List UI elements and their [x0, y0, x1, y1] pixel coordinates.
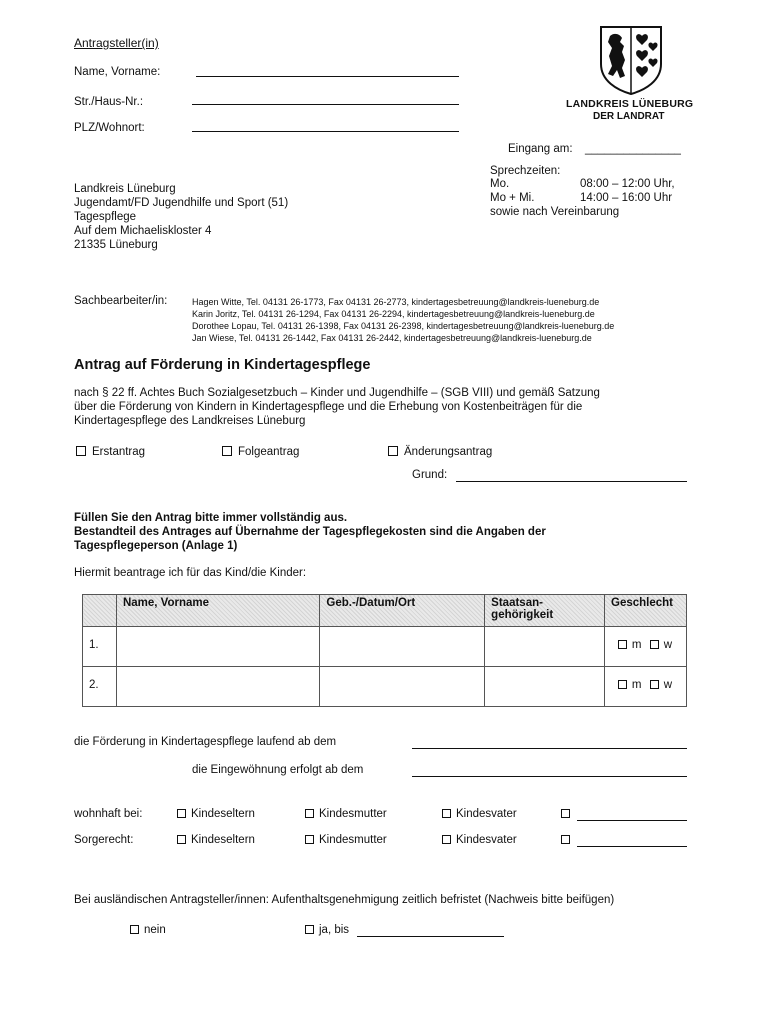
notice-line3: Tagespflegeperson (Anlage 1) — [74, 540, 238, 552]
settling-field[interactable] — [412, 776, 687, 777]
page-title: Antrag auf Förderung in Kindertagespflege — [74, 357, 371, 373]
checkbox-icon[interactable] — [222, 446, 232, 456]
checkbox-icon[interactable] — [130, 925, 139, 934]
notice-line1: Füllen Sie den Antrag bitte immer vollständig aus. — [74, 512, 348, 524]
legal-line2: über die Förderung von Kindern in Kindertagespflege und die Erhebung von Kostenbeiträgen für die — [74, 401, 583, 413]
checkbox-icon[interactable] — [618, 680, 627, 689]
settling-label: die Eingewöhnung erfolgt ab dem — [192, 764, 364, 776]
checkbox-icon[interactable] — [561, 809, 570, 818]
applicant-heading: Antragsteller(in) — [74, 36, 159, 50]
followup-application-option[interactable] — [222, 446, 299, 458]
table-row — [83, 627, 687, 667]
foreign-no-label: nein — [144, 924, 166, 936]
clerk-line: Hagen Witte, Tel. 04131 26-1773, Fax 04131 26-2773, kindertagesbetreuung@landkreis-lueneburg.de — [192, 297, 600, 307]
gender-w-label: w — [663, 679, 672, 691]
custody-option-other[interactable] — [561, 834, 575, 846]
residence-label: wohnhaft bei: — [74, 808, 143, 820]
table-row — [83, 667, 687, 707]
clerk-line: Karin Joritz, Tel. 04131 26-1294, Fax 04131 26-2294, kindertagesbetreuung@landkreis-lueneburg.de — [192, 309, 595, 319]
logo-line1: LANDKREIS LÜNEBURG — [566, 98, 694, 110]
gender-m-label: m — [631, 639, 642, 651]
intake-field[interactable]: _______________ — [585, 143, 681, 155]
checkbox-icon[interactable] — [305, 925, 314, 934]
reason-field[interactable] — [456, 481, 687, 482]
row-number: 1. — [83, 627, 117, 667]
residence-mother-label: Kindesmutter — [319, 808, 387, 820]
table-header-number — [83, 595, 117, 627]
table-header-nationality — [485, 595, 605, 627]
followup-application-label: Folgeantrag — [238, 446, 300, 458]
child-name-cell[interactable] — [116, 667, 319, 707]
checkbox-icon[interactable] — [177, 835, 186, 844]
custody-option-mother[interactable] — [305, 834, 387, 846]
intake-label: Eingang am: — [508, 143, 573, 155]
children-table — [82, 594, 687, 707]
foreign-option-yes[interactable] — [305, 924, 349, 936]
legal-line1: nach § 22 ff. Achtes Buch Sozialgesetzbuch – Kinder und Jugendhilfe – (SGB VIII) und gemäß Satzung — [74, 387, 600, 399]
address-line3: Tagespflege — [74, 211, 137, 223]
residence-option-other[interactable] — [561, 808, 575, 820]
office-hours-note: sowie nach Vereinbarung — [490, 206, 620, 218]
checkbox-icon[interactable] — [650, 680, 659, 689]
office-hours-time2: 14:00 – 16:00 Uhr — [580, 192, 673, 204]
checkbox-icon[interactable] — [618, 640, 627, 649]
first-application-option[interactable] — [76, 446, 145, 458]
clerks-label: Sachbearbeiter/in: — [74, 295, 168, 307]
custody-option-parents[interactable] — [177, 834, 255, 846]
child-gender-cell — [605, 627, 687, 667]
checkbox-icon[interactable] — [305, 809, 314, 818]
residence-option-parents[interactable] — [177, 808, 255, 820]
residence-option-father[interactable] — [442, 808, 517, 820]
checkbox-icon[interactable] — [561, 835, 570, 844]
address-line5: 21335 Lüneburg — [74, 239, 158, 251]
office-hours-time1: 08:00 – 12:00 Uhr, — [580, 178, 675, 190]
residence-parents-label: Kindeseltern — [191, 808, 255, 820]
address-line1: Landkreis Lüneburg — [74, 183, 176, 195]
table-header-nationality-line2: gehörigkeit — [491, 609, 554, 621]
first-application-label: Erstantrag — [92, 446, 146, 458]
clerk-line: Jan Wiese, Tel. 04131 26-1442, Fax 04131 26-2442, kindertagesbetreuung@landkreis-lueneburg.de — [192, 333, 592, 343]
checkbox-icon[interactable] — [650, 640, 659, 649]
street-field[interactable] — [192, 104, 459, 105]
child-nationality-cell[interactable] — [485, 627, 605, 667]
foreign-yes-label: ja, bis — [319, 924, 350, 936]
office-hours-day2: Mo + Mi. — [490, 192, 535, 204]
office-hours-title: Sprechzeiten: — [490, 165, 561, 177]
checkbox-icon[interactable] — [388, 446, 398, 456]
change-application-option[interactable] — [388, 446, 492, 458]
custody-option-father[interactable] — [442, 834, 517, 846]
child-gender-cell — [605, 667, 687, 707]
notice-line2: Bestandteil des Antrages auf Übernahme der Tagespflegekosten sind die Angaben der — [74, 526, 546, 538]
city-label: PLZ/Wohnort: — [74, 122, 145, 134]
name-label: Name, Vorname: — [74, 66, 161, 78]
table-header-name: Name, Vorname — [116, 595, 319, 627]
child-nationality-cell[interactable] — [485, 667, 605, 707]
custody-father-label: Kindesvater — [456, 834, 517, 846]
custody-parents-label: Kindeseltern — [191, 834, 255, 846]
request-intro: Hiermit beantrage ich für das Kind/die Kinder: — [74, 567, 307, 579]
gender-m-label: m — [631, 679, 642, 691]
checkbox-icon[interactable] — [76, 446, 86, 456]
foreign-option-no[interactable] — [130, 924, 166, 936]
checkbox-icon[interactable] — [305, 835, 314, 844]
child-name-cell[interactable] — [116, 627, 319, 667]
table-header-nationality-line1: Staatsan- — [491, 597, 543, 609]
legal-line3: Kindertagespflege des Landkreises Lüneburg — [74, 415, 306, 427]
checkbox-icon[interactable] — [442, 809, 451, 818]
foreign-question: Bei ausländischen Antragsteller/innen: Aufenthaltsgenehmigung zeitlich befristet (Nachweis bitte beifügen) — [74, 894, 615, 906]
reason-label: Grund: — [412, 469, 448, 481]
child-birth-cell[interactable] — [320, 667, 485, 707]
logo-line2: DER LANDRAT — [593, 111, 665, 122]
office-hours-day1: Mo. — [490, 178, 510, 190]
funding-start-field[interactable] — [412, 748, 687, 749]
residence-father-label: Kindesvater — [456, 808, 517, 820]
custody-label: Sorgerecht: — [74, 834, 134, 846]
name-field[interactable] — [196, 76, 459, 77]
table-header-row — [83, 595, 687, 627]
clerk-line: Dorothee Lopau, Tel. 04131 26-1398, Fax 04131 26-2398, kindertagesbetreuung@landkreis-lueneburg.de — [192, 321, 615, 331]
checkbox-icon[interactable] — [442, 835, 451, 844]
funding-start-label: die Förderung in Kindertagespflege laufend ab dem — [74, 736, 337, 748]
custody-other-field[interactable] — [577, 846, 687, 847]
coat-of-arms-logo — [598, 24, 664, 99]
custody-mother-label: Kindesmutter — [319, 834, 387, 846]
residence-option-mother[interactable] — [305, 808, 387, 820]
gender-w-label: w — [663, 639, 672, 651]
table-header-gender: Geschlecht — [605, 595, 687, 627]
address-line4: Auf dem Michaeliskloster 4 — [74, 225, 212, 237]
child-birth-cell[interactable] — [320, 627, 485, 667]
address-line2: Jugendamt/FD Jugendhilfe und Sport (51) — [74, 197, 289, 209]
table-header-birth: Geb.-/Datum/Ort — [320, 595, 485, 627]
checkbox-icon[interactable] — [177, 809, 186, 818]
residence-other-field[interactable] — [577, 820, 687, 821]
foreign-until-field[interactable] — [357, 936, 504, 937]
city-field[interactable] — [192, 131, 459, 132]
change-application-label: Änderungsantrag — [404, 446, 493, 458]
row-number: 2. — [83, 667, 117, 707]
street-label: Str./Haus-Nr.: — [74, 96, 144, 108]
